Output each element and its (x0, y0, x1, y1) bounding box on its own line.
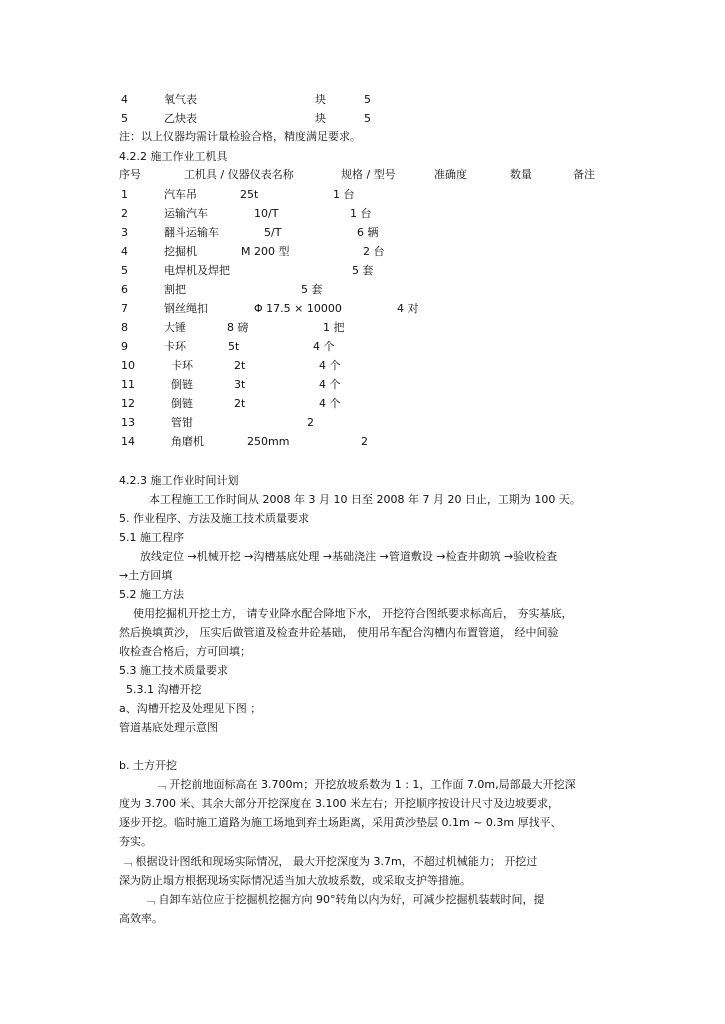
table-row-no: 2 (121, 207, 128, 220)
procedure-flow-end: →土方回填 (119, 569, 173, 582)
excavation-text-line: 度为 3.700 米、其余大部分开挖深度在 3.100 米左右；开挖顺序按设计尺寸及边坡要求， (119, 797, 559, 810)
instrument-row-no: 5 (121, 112, 128, 125)
table-row-no: 12 (121, 397, 135, 410)
table-row-name: 钢丝绳扣 (164, 302, 208, 315)
item-b-heading: b. 土方开挖 (119, 759, 177, 772)
col-header-spec: 规格 / 型号 (341, 168, 396, 181)
instrument-row-name: 乙炔表 (164, 112, 197, 125)
col-header-remark: 备注 (573, 168, 595, 181)
table-row-name: 翻斗运输车 (164, 226, 219, 239)
table-row-qty: 2 (307, 416, 314, 429)
section-heading-5-3: 5.3 施工技术质量要求 (119, 664, 228, 677)
table-row-no: 14 (121, 435, 135, 448)
item-a: a、沟槽开挖及处理见下图 ； (119, 702, 262, 715)
col-header-qty: 数量 (510, 168, 532, 181)
table-row-spec: 3t (234, 378, 246, 391)
instrument-row-qty: 5 (364, 112, 371, 125)
table-row-no: 5 (121, 264, 128, 277)
table-row-no: 9 (121, 340, 128, 353)
table-row-spec: 25t (240, 188, 259, 201)
col-header-accuracy: 准确度 (434, 168, 467, 181)
table-row-no: 8 (121, 321, 128, 334)
table-row-spec: 5t (228, 340, 240, 353)
table-row-no: 3 (121, 226, 128, 239)
section-heading-4-2-2: 4.2.2 施工作业工机具 (119, 150, 228, 163)
table-row-spec: 8 磅 (227, 321, 249, 334)
section-heading-5-3-1: 5.3.1 沟槽开挖 (126, 683, 202, 696)
instrument-row-qty: 5 (364, 93, 371, 106)
table-row-name: 卡环 (164, 340, 186, 353)
excavation-text-line: ﹁ 自卸车站位应于挖掘机挖掘方向 90°转角以内为好，可减少挖掘机装载时间，提 (144, 893, 545, 906)
instrument-row-unit: 块 (315, 112, 326, 125)
table-row-qty: 2 (361, 435, 368, 448)
table-row-qty: 4 个 (319, 397, 341, 410)
instrument-row-unit: 块 (315, 93, 326, 106)
table-row-name: 运输汽车 (164, 207, 208, 220)
section-heading-5-1: 5.1 施工程序 (119, 531, 184, 544)
section-heading-4-2-3: 4.2.3 施工作业时间计划 (119, 474, 239, 487)
table-row-name: 电焊机及焊把 (164, 264, 230, 277)
table-row-no: 7 (121, 302, 128, 315)
table-row-no: 10 (121, 359, 135, 372)
section-heading-5-2: 5.2 施工方法 (119, 588, 184, 601)
table-row-spec: 250mm (247, 435, 290, 448)
table-row-qty: 4 对 (397, 302, 419, 315)
table-row-name: 卡环 (171, 359, 193, 372)
col-header-name: 工机具 / 仪器仪表名称 (184, 168, 294, 181)
table-row-no: 1 (121, 188, 128, 201)
excavation-text-line: 高效率。 (119, 912, 163, 925)
table-row-no: 6 (121, 283, 128, 296)
table-row-name: 倒链 (171, 378, 193, 391)
table-row-qty: 1 把 (323, 321, 345, 334)
excavation-text-line: 深为防止塌方根据现场实际情况适当加大放坡系数，或采取支护等措施。 (119, 874, 471, 887)
table-row-qty: 5 套 (352, 264, 374, 277)
table-row-spec: 2t (234, 397, 246, 410)
table-row-name: 管钳 (171, 416, 193, 429)
method-text-line: 使用挖掘机开挖土方， 请专业降水配合降地下水， 开挖符合图纸要求标高后， 夯实基底， (133, 607, 573, 620)
table-row-name: 大锤 (164, 321, 186, 334)
table-row-spec: M 200 型 (241, 245, 290, 258)
table-row-no: 13 (121, 416, 135, 429)
excavation-text-line: 逐步开挖。临时施工道路为施工场地到弃土场距离，采用黄沙垫层 0.1m ~ 0.3m 厚找平、 (119, 816, 562, 829)
table-row-spec: 2t (234, 359, 246, 372)
excavation-text-line: 夯实。 (119, 835, 152, 848)
section-heading-5: 5. 作业程序、方法及施工技术质量要求 (119, 512, 309, 525)
table-row-name: 割把 (164, 283, 186, 296)
instrument-note: 注：以上仪器均需计量检验合格，精度满足要求。 (119, 130, 361, 143)
table-row-name: 角磨机 (171, 435, 204, 448)
table-row-name: 倒链 (171, 397, 193, 410)
table-row-qty: 4 个 (319, 378, 341, 391)
diagram-title: 管道基底处理示意图 (119, 721, 218, 734)
table-row-qty: 1 台 (333, 188, 355, 201)
procedure-flow: 放线定位 →机械开挖 →沟槽基底处理 →基础浇注 →管道敷设 →检查井砌筑 →验收检查 (140, 550, 558, 563)
instrument-row-no: 4 (121, 93, 128, 106)
table-row-no: 4 (121, 245, 128, 258)
table-row-no: 11 (121, 378, 135, 391)
instrument-row-name: 氧气表 (164, 93, 197, 106)
table-row-qty: 6 辆 (357, 226, 379, 239)
method-text-line: 收检查合格后，方可回填； (119, 645, 251, 658)
table-row-name: 挖掘机 (164, 245, 197, 258)
table-row-spec: 10/T (254, 207, 279, 220)
table-row-qty: 4 个 (313, 340, 335, 353)
schedule-text: 本工程施工工作时间从 2008 年 3 月 10 日至 2008 年 7 月 20 日止，工期为 100 天。 (149, 493, 581, 506)
table-row-qty: 2 台 (363, 245, 385, 258)
method-text-line: 然后换填黄沙， 压实后做管道及检查井砼基础， 使用吊车配合沟槽内布置管道， 经中间验 (119, 626, 559, 639)
table-row-name: 汽车吊 (164, 188, 197, 201)
excavation-text-line: ﹁ 开挖前地面标高在 3.700m；开挖放坡系数为 1 : 1，工作面 7.0m,局部最大开挖深 (155, 778, 576, 791)
excavation-text-line: ﹁ 根据设计图纸和现场实际情况， 最大开挖深度为 3.7m，不超过机械能力； 开挖过 (121, 855, 538, 868)
table-row-qty: 4 个 (319, 359, 341, 372)
table-row-spec: Φ 17.5 × 10000 (254, 302, 342, 315)
table-row-spec: 5/T (264, 226, 282, 239)
col-header-no: 序号 (119, 168, 141, 181)
table-row-qty: 1 台 (350, 207, 372, 220)
table-row-qty: 5 套 (301, 283, 323, 296)
